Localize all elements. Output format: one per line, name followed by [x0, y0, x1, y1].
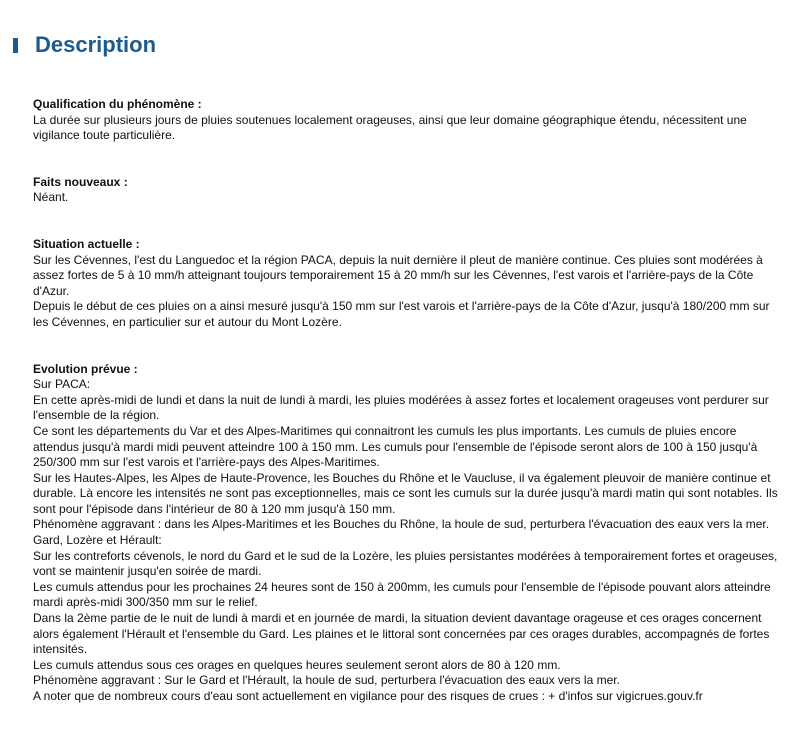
section-paragraph: Sur les Hautes-Alpes, les Alpes de Haute-Provence, les Bouches du Rhône et le Vaucluse, il va également pleuvoir de manière continue et durable. Là encore les intensités ne sont pas exceptionnelles, mais ce sont les cumuls sur la durée jusqu'à mardi matin qui sont notables. Ils sont pour l'épisode dans l'intérieur de 80 à 120 mm jusqu'à 150 mm.	[33, 470, 778, 516]
section-paragraph: Dans la 2ème partie de le nuit de lundi à mardi et en journée de mardi, la situation devient davantage orageuse et ces orages concernent alors également l'Hérault et l'ensemble du Gard. Les plaines et le littoral sont concernées par ces orages durables, accompagnés de fortes intensités.	[33, 611, 770, 657]
section-paragraph: Gard, Lozère et Hérault:	[33, 533, 162, 548]
section-situation-actuelle	[33, 237, 781, 331]
section-paragraph: Néant.	[33, 190, 69, 205]
section-paragraph: Les cumuls attendus sous ces orages en quelques heures seulement seront alors de 80 à 120 mm.	[33, 657, 561, 672]
section-paragraph: Sur les Cévennes, l'est du Languedoc et la région PACA, depuis la nuit dernière il pleut de manière continue. Ces pluies sont modérées à assez fortes de 5 à 10 mm/h atteignant toujours temporairement 15 à 20 mm/h sur les Cévennes, l'est varois et l'arrière-pays de la Côte d'Azur.	[33, 252, 763, 298]
section-heading: Qualification du phénomène :	[33, 97, 202, 111]
section-heading: Situation actuelle :	[33, 236, 140, 251]
section-paragraph: Ce sont les départements du Var et des Alpes-Maritimes qui connaitront les cumuls les plus importants. Les cumuls de pluies encore attendus jusqu'à mardi midi peuvent atteindre 100 à 150 mm. Les cumuls pour l'ensemble de l'épisode seront alors de 100 à 150 jusqu'à 250/300 mm sur l'est varois et l'arrière-pays des Alpes-Maritimes.	[33, 423, 758, 470]
section-paragraph: A noter que de nombreux cours d'eau sont actuellement en vigilance pour des risques de crues : + d'infos sur vigicrues.gouv.fr	[33, 689, 703, 703]
section-faits-nouveaux	[33, 175, 781, 206]
section-heading: Evolution prévue :	[33, 361, 138, 376]
section-paragraph: En cette après-midi de lundi et dans la nuit de lundi à mardi, les pluies modérées à assez fortes et localement orageuses vont perdurer sur l'ensemble de la région.	[33, 392, 769, 423]
description-header	[13, 30, 156, 60]
section-qualification	[33, 97, 781, 144]
section-paragraph: Sur les contreforts cévenols, le nord du Gard et le sud de la Lozère, les pluies persistantes modérées à temporairement fortes et orageuses, vont se maintenir jusqu'en soirée de mardi.	[33, 548, 778, 579]
section-paragraph: Phénomène aggravant : dans les Alpes-Maritimes et les Bouches du Rhône, la houle de sud, perturbera l'évacuation des eaux vers la mer.	[33, 517, 770, 532]
title-accent-bar	[13, 38, 18, 53]
section-evolution-prevue	[33, 362, 781, 705]
section-paragraph: La durée sur plusieurs jours de pluies soutenues localement orageuses, ainsi que leur domaine géographique étendu, nécessitent une vigilance toute particulière.	[33, 112, 747, 143]
page-title: Description	[35, 32, 157, 57]
section-paragraph: Sur PACA:	[33, 377, 91, 392]
section-paragraph: Phénomène aggravant : Sur le Gard et l'Hérault, la houle de sud, perturbera l'évacuation des eaux vers la mer.	[33, 673, 620, 688]
description-content	[33, 97, 781, 705]
section-heading: Faits nouveaux :	[33, 174, 128, 189]
section-paragraph: Les cumuls attendus pour les prochaines 24 heures sont de 150 à 200mm, les cumuls pour l'ensemble de l'épisode pouvant alors atteindre mardi après-midi 300/350 mm sur le relief.	[33, 579, 771, 610]
section-paragraph: Depuis le début de ces pluies on a ainsi mesuré jusqu'à 150 mm sur l'est varois et l'arrière-pays de la Côte d'Azur, jusqu'à 180/200 mm sur les Cévennes, en particulier sur et autour du Mont Lozère.	[33, 299, 770, 329]
